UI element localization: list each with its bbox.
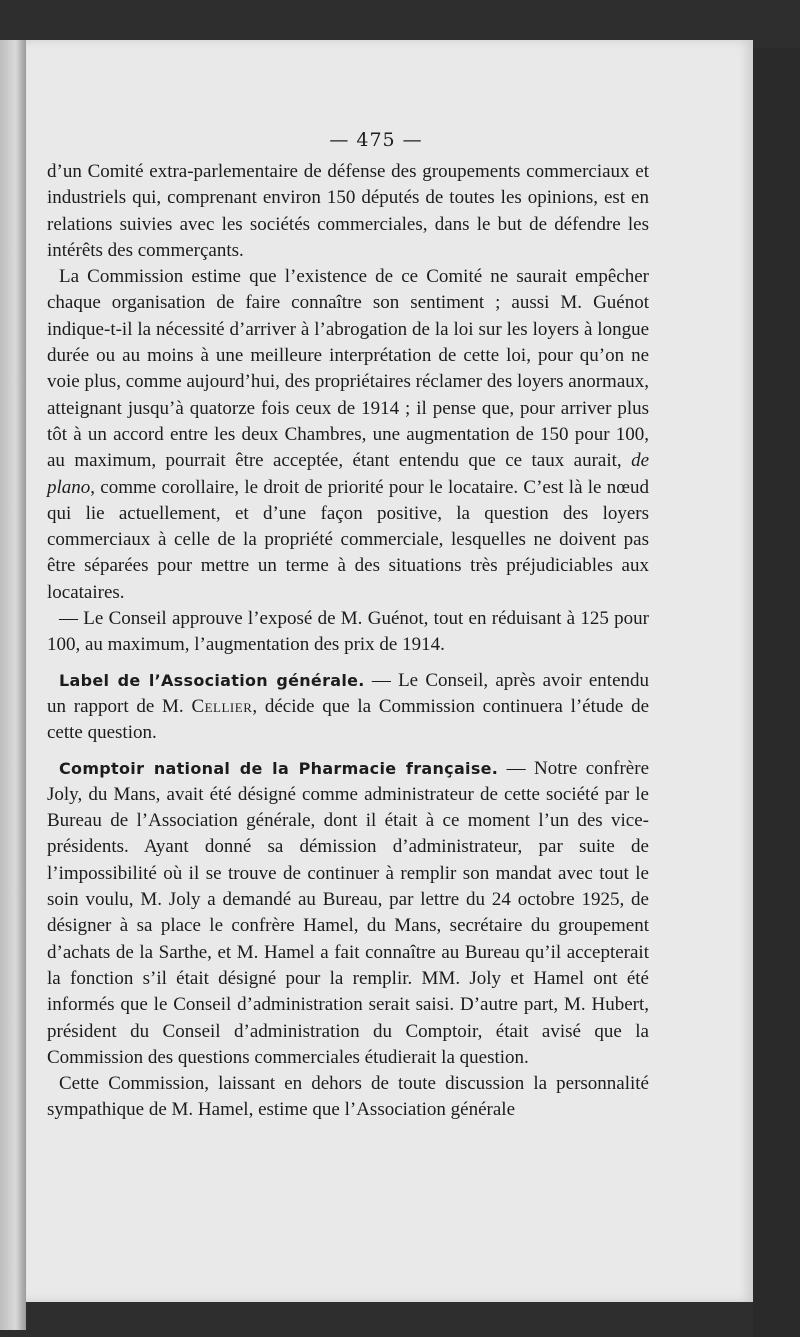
paragraph-text: , décide que la Commission continuera l’étude de cette question.: [47, 695, 650, 744]
section-heading-label: Label de l’Association générale.: [59, 670, 365, 690]
body-text: [47, 159, 649, 1124]
paragraph-comptoir-national: [47, 756, 649, 1072]
section-heading-comptoir: Comptoir national de la Pharmacie française.: [59, 758, 499, 778]
paragraph-committee: d’un Comité extra-parlementaire de défense des groupements commerciaux et industriels qui, comprenant environ 150 députés de toutes les opinions, est en relations suivies avec les sociétés commerciales, dans le but de défendre les intérêts des commerçants.: [47, 161, 649, 261]
paragraph-council-approval: — Le Conseil approuve l’exposé de M. Guénot, tout en réduisant à 125 pour 100, au maximum, l’augmentation des prix de 1914.: [47, 608, 649, 656]
paragraph-text: La Commission estime que l’existence de ce Comité ne saurait empêcher chaque organisation de faire connaître son sentiment ; aussi M. Guénot indique-t-il la nécessité d’arriver à l’abrogation de la loi sur les loyers à longue durée ou au moins à une meilleure interprétation de cette loi, pour qu’on ne voie plus, comme aujourd’hui, des propriétaires réclamer des loyers anormaux, atteignant jusqu’à quatorze fois ceux de 1914 ; il pense que, pour arriver plus tôt à un accord entre les deux Chambres, une augmentation de 150 pour 100, au maximum, pourrait être acceptée, étant entendu que ce taux aurait,: [47, 266, 649, 472]
paragraph-text: — Le Conseil, après avoir entendu un rapport de M.: [47, 669, 649, 717]
page-number: — 475 —: [329, 129, 423, 151]
person-name: Cellier: [191, 695, 253, 717]
document-page: [26, 40, 753, 1302]
italic-phrase: de plano: [47, 450, 650, 498]
paragraph-text: , comme corollaire, le droit de priorité pour le locataire. C’est là le nœud qui lie actuellement, et d’une façon positive, la question des loyers commerciaux à celle de la propriété commerciale, lesquelles ne doivent pas être séparées pour mettre un terme à des situations très préjudiciables aux locataires.: [47, 476, 649, 603]
paragraph-commission-hamel: Cette Commission, laissant en dehors de toute discussion la personnalité sympathique de M. Hamel, estime que l’Association générale: [47, 1073, 649, 1121]
paragraph-label-association: [47, 668, 649, 747]
book-edge: [753, 48, 800, 1337]
paragraph-text: — Notre confrère Joly, du Mans, avait été désigné comme administrateur de cette société par le Bureau de l’Association générale, dont il était à ce moment l’un des vice-présidents. Ayant donné sa démission d’administrateur, par suite de l’impossibilité où il se trouve de continuer à remplir son mandat avec tout le soin voulu, M. Joly a demandé au Bureau, par lettre du 24 octobre 1925, de désigner à sa place le confrère Hamel, du Mans, secrétaire du groupement d’achats de la Sarthe, et M. Hamel a fait connaître au Bureau qu’il accepterait la fonction s’il était désigné pour la remplir. MM. Joly et Hamel ont été informés que le Conseil d’administration serait saisi. D’autre part, M. Hubert, président du Conseil d’administration du Comptoir, était avisé que la Commission des questions commerciales étudierait la question.: [47, 757, 649, 1068]
previous-page-edge: [0, 40, 26, 1330]
paragraph-commission-opinion: [47, 264, 649, 606]
